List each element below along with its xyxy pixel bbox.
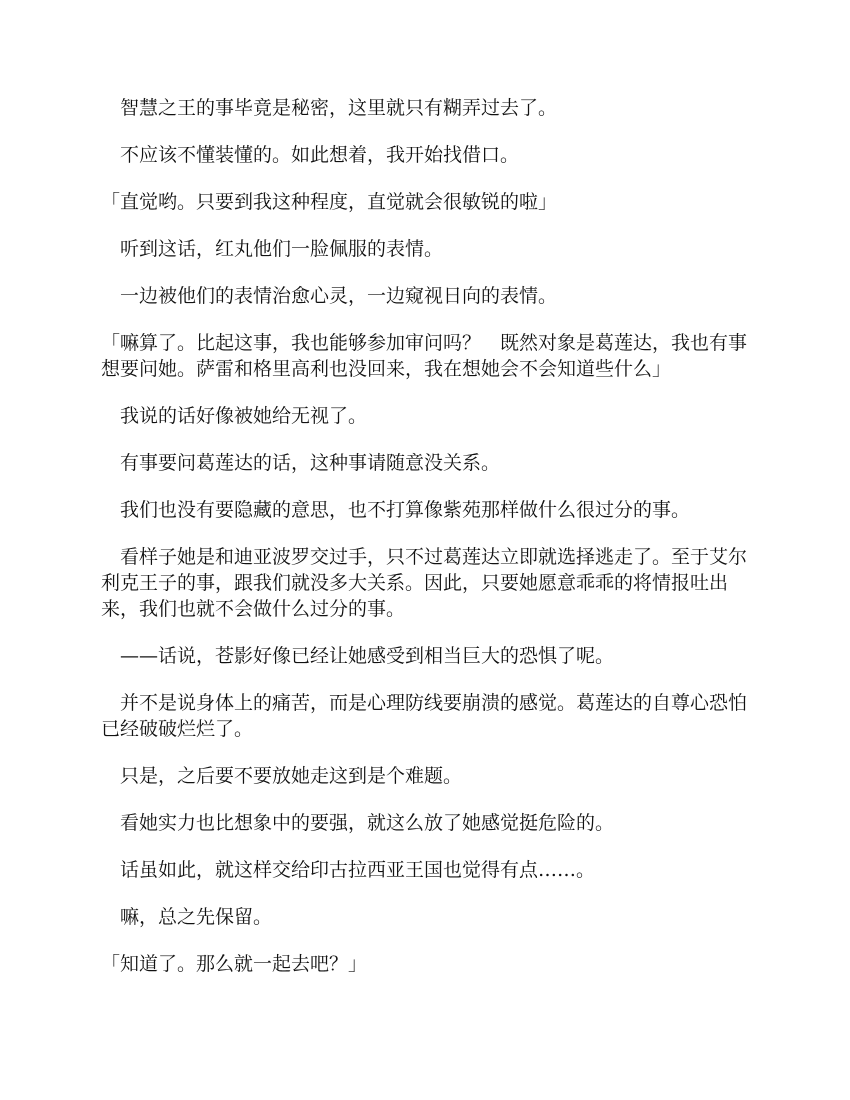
paragraph-14: 嘛，总之先保留。 xyxy=(120,906,273,928)
paragraph-5: 我说的话好像被她给无视了。 xyxy=(120,405,368,427)
paragraph-8: 看样子她是和迪亚波罗交过手，只不过葛莲达立即就选择逃走了。至于艾尔利克王子的事，跟我们就没多大关系。因此，只要她愿意乖乖的将情报吐出来，我们也就不会做什么过分的事。 xyxy=(101,546,748,620)
paragraph-4: 一边被他们的表情治愈心灵，一边窥视日向的表情。 xyxy=(120,285,558,307)
paragraph-2: 不应该不懂装懂的。如此想着，我开始找借口。 xyxy=(120,144,520,166)
paragraph-12: 看她实力也比想象中的要强，就这么放了她感觉挺危险的。 xyxy=(120,812,615,834)
paragraph-6: 有事要问葛莲达的话，这种事请随意没关系。 xyxy=(120,452,501,474)
paragraph-9: ——话说，苍影好像已经让她感受到相当巨大的恐惧了呢。 xyxy=(120,645,615,667)
document-body xyxy=(101,95,751,998)
paragraph-7: 我们也没有要隐藏的意思，也不打算像紫苑那样做什么很过分的事。 xyxy=(120,499,691,521)
dialogue-line-2: 「嘛算了。比起这事，我也能够参加审问吗？ 既然对象是葛莲达，我也有事想要问她。萨雷和格里高利也没回来，我在想她会不会知道些什么」 xyxy=(101,332,748,380)
dialogue-line-3: 「知道了。那么就一起去吧？」 xyxy=(101,953,368,975)
paragraph-13: 话虽如此，就这样交给印古拉西亚王国也觉得有点……。 xyxy=(120,859,596,881)
dialogue-line-1: 「直觉哟。只要到我这种程度，直觉就会很敏锐的啦」 xyxy=(101,191,558,213)
paragraph-10: 并不是说身体上的痛苦，而是心理防线要崩溃的感觉。葛莲达的自尊心恐怕已经破破烂烂了。 xyxy=(101,692,748,740)
paragraph-1: 智慧之王的事毕竟是秘密，这里就只有糊弄过去了。 xyxy=(120,97,558,119)
paragraph-3: 听到这话，红丸他们一脸佩服的表情。 xyxy=(120,238,444,260)
paragraph-11: 只是，之后要不要放她走这到是个难题。 xyxy=(120,765,463,787)
